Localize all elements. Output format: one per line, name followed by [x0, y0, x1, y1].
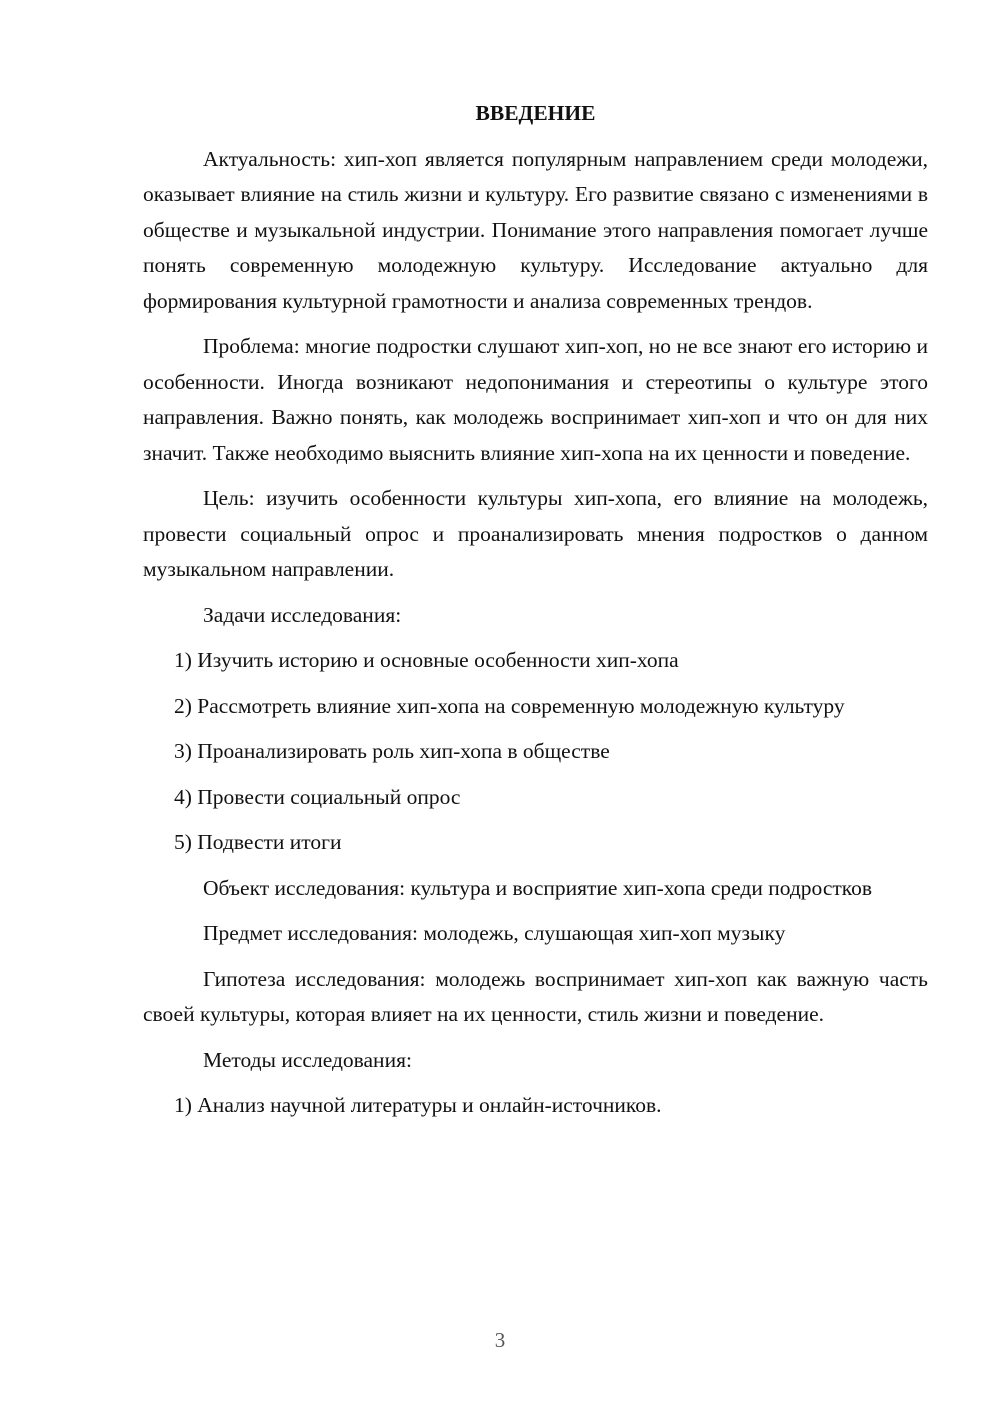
task-item-1: 1) Изучить историю и основные особенности хип-хопа	[174, 648, 679, 672]
object-paragraph: Объект исследования: культура и восприятие хип-хопа среди подростков	[203, 875, 873, 900]
task-item-4: 4) Провести социальный опрос	[174, 784, 461, 809]
goal-paragraph: Цель: изучить особенности культуры хип-хопа, его влияние на молодежь, провести социальный опрос и проанализировать мнения подростков о данном музыкальном направлении.	[143, 486, 928, 581]
page-number: 3	[494, 1328, 506, 1352]
hypothesis-paragraph: Гипотеза исследования: молодежь воспринимает хип-хоп как важную часть своей культуры, которая влияет на их ценности, стиль жизни и поведение.	[143, 966, 928, 1026]
methods-heading: Методы исследования:	[203, 1047, 412, 1072]
relevance-paragraph: Актуальность: хип-хоп является популярным направлением среди молодежи, оказывает влияние на стиль жизни и культуру. Его развитие связано с изменениями в обществе и музыкальной индустрии. Понимание этого направления помогает лучше понять современную молодежную культуру. Исследование актуально для формирования культурной грамотности и анализа современных трендов.	[143, 146, 928, 313]
method-item-1: 1) Анализ научной литературы и онлайн-источников.	[174, 1093, 662, 1117]
subject-paragraph: Предмет исследования: молодежь, слушающая хип-хоп музыку	[203, 921, 786, 945]
problem-paragraph: Проблема: многие подростки слушают хип-хоп, но не все знают его историю и особенности. Иногда возникают недопонимания и стереотипы о культуре этого направления. Важно понять, как молодежь воспринимает хип-хоп и что он для них значит. Также необходимо выяснить влияние хип-хопа на их ценности и поведение.	[143, 334, 928, 465]
tasks-heading: Задачи исследования:	[203, 602, 402, 627]
section-title: ВВЕДЕНИЕ	[475, 101, 596, 125]
task-item-3: 3) Проанализировать роль хип-хопа в обществе	[174, 739, 610, 763]
task-item-2: 2) Рассмотреть влияние хип-хопа на современную молодежную культуру	[174, 693, 845, 718]
document-page	[143, 96, 928, 1134]
task-item-5: 5) Подвести итоги	[174, 830, 342, 854]
